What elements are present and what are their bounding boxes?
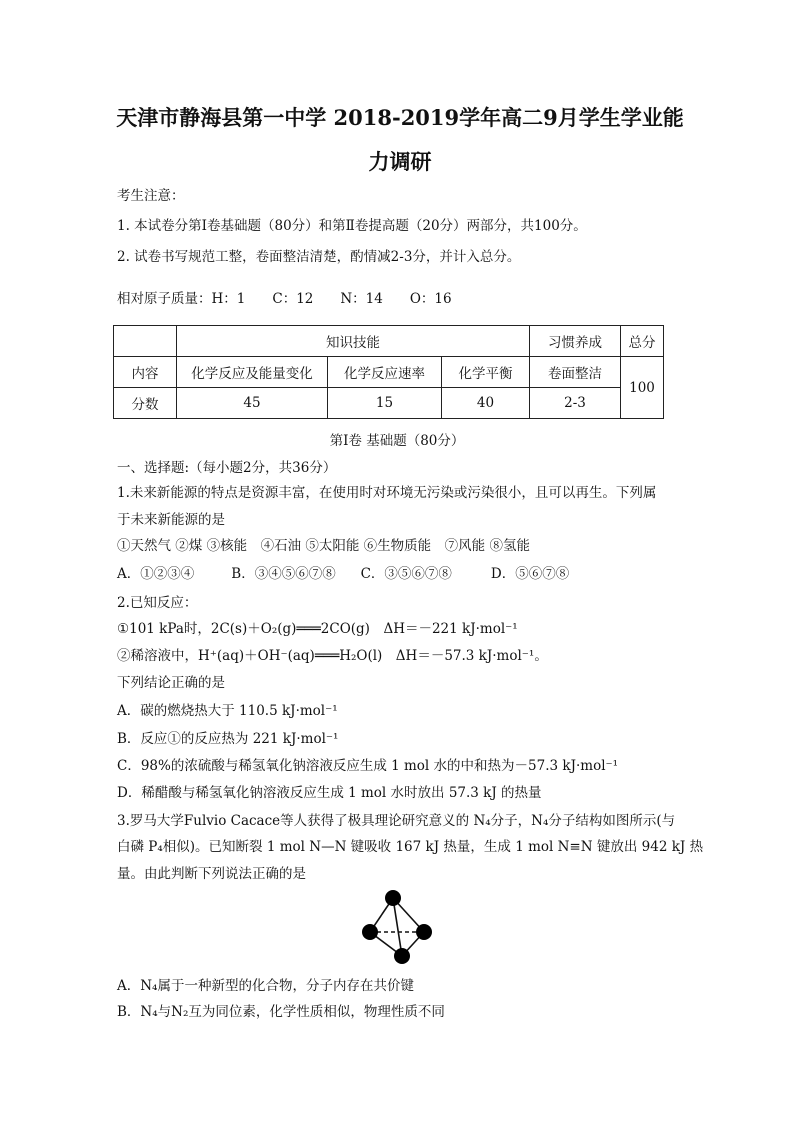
score-table <box>113 325 664 419</box>
table-total-score: 100 <box>621 357 664 419</box>
q1-option-d: D．⑤⑥⑦⑧ <box>490 566 570 582</box>
q2-question: 下列结论正确的是 <box>117 675 225 691</box>
q2-option-b: B．反应①的反应热为 221 kJ·mol⁻¹ <box>117 731 339 747</box>
q3-text-line-3: 量。由此判断下列说法正确的是 <box>117 866 306 882</box>
q3-text-line-1: 3.罗马大学Fulvio Cacace等人获得了极具理论研究意义的 N₄分子，N₄分子结构如图所示(与 <box>117 813 676 829</box>
table-corner-cell <box>114 326 177 357</box>
n-atom-right <box>416 924 432 940</box>
n-atom-top <box>385 890 401 906</box>
table-header-knowledge: 知识技能 <box>177 326 530 357</box>
title-line-2: 力调研 <box>368 149 432 174</box>
n-atom-bottom <box>394 948 410 964</box>
atomic-mass-line: 相对原子质量：H：1 C：12 N：14 O：16 <box>117 291 452 307</box>
q2-reaction-1: ①101 kPa时，2C(s)＋O₂(g)═══2CO(g) ΔH＝－221 kJ·mol⁻¹ <box>117 621 518 637</box>
table-score-1: 45 <box>177 388 328 419</box>
q3-option-a: A．N₄属于一种新型的化合物，分子内存在共价键 <box>117 978 414 994</box>
n-atom-left <box>362 924 378 940</box>
q2-option-a: A．碳的燃烧热大于 110.5 kJ·mol⁻¹ <box>117 703 338 719</box>
table-cell-topic-1: 化学反应及能量变化 <box>177 357 328 388</box>
table-cell-topic-2: 化学反应速率 <box>328 357 442 388</box>
q1-items: ①天然气 ②煤 ③核能 ④石油 ⑤太阳能 ⑥生物质能 ⑦风能 ⑧氢能 <box>117 538 530 554</box>
notice-item-1: 1. 本试卷分第Ⅰ卷基础题（80分）和第Ⅱ卷提高题（20分）两部分，共100分。 <box>117 218 587 234</box>
table-score-4: 2-3 <box>530 388 621 419</box>
q1-option-a: A．①②③④ <box>117 566 195 582</box>
table-header-total: 总分 <box>621 326 664 357</box>
notice-item-2: 2. 试卷书写规范工整，卷面整洁清楚，酌情减2-3分，并计入总分。 <box>117 249 521 265</box>
table-row-label-score: 分数 <box>114 388 177 419</box>
q1-text-line-1: 1.未来新能源的特点是资源丰富，在使用时对环境无污染或污染很小，且可以再生。下列属 <box>117 485 657 501</box>
table-score-2: 15 <box>328 388 442 419</box>
q1-options <box>117 564 569 584</box>
q2-option-d: D．稀醋酸与稀氢氧化钠溶液反应生成 1 mol 水时放出 57.3 kJ 的热量 <box>117 785 542 801</box>
q2-option-c: C．98%的浓硫酸与稀氢氧化钠溶液反应生成 1 mol 水的中和热为－57.3 kJ·mol⁻¹ <box>117 758 619 774</box>
section-title: 第Ⅰ卷 基础题（80分） <box>329 433 465 449</box>
part-one-heading: 一、选择题:（每小题2分，共36分） <box>117 460 337 476</box>
q3-text-line-2: 白磷 P₄相似)。已知断裂 1 mol N—N 键吸收 167 kJ 热量，生成 1 mol N≡N 键放出 942 kJ 热 <box>117 839 704 855</box>
n4-molecule-diagram <box>358 888 438 968</box>
q1-option-b: B．③④⑤⑥⑦⑧ <box>231 566 336 582</box>
exam-title <box>110 96 690 184</box>
table-row-label-content: 内容 <box>114 357 177 388</box>
title-line-1: 天津市静海县第一中学 2018-2019学年高二9月学生学业能 <box>116 105 684 130</box>
q2-reaction-2: ②稀溶液中，H⁺(aq)＋OH⁻(aq)═══H₂O(l) ΔH＝－57.3 kJ·mol⁻¹。 <box>117 648 548 664</box>
q3-option-b: B．N₄与N₂互为同位素，化学性质相似，物理性质不同 <box>117 1004 445 1020</box>
q2-heading: 2.已知反应： <box>117 595 198 611</box>
notice-heading: 考生注意： <box>117 188 185 204</box>
table-score-3: 40 <box>442 388 530 419</box>
q1-text-line-2: 于未来新能源的是 <box>117 512 225 528</box>
table-header-habit: 习惯养成 <box>530 326 621 357</box>
q1-option-c: C．③⑤⑥⑦⑧ <box>360 566 452 582</box>
table-cell-topic-3: 化学平衡 <box>442 357 530 388</box>
table-cell-topic-4: 卷面整洁 <box>530 357 621 388</box>
